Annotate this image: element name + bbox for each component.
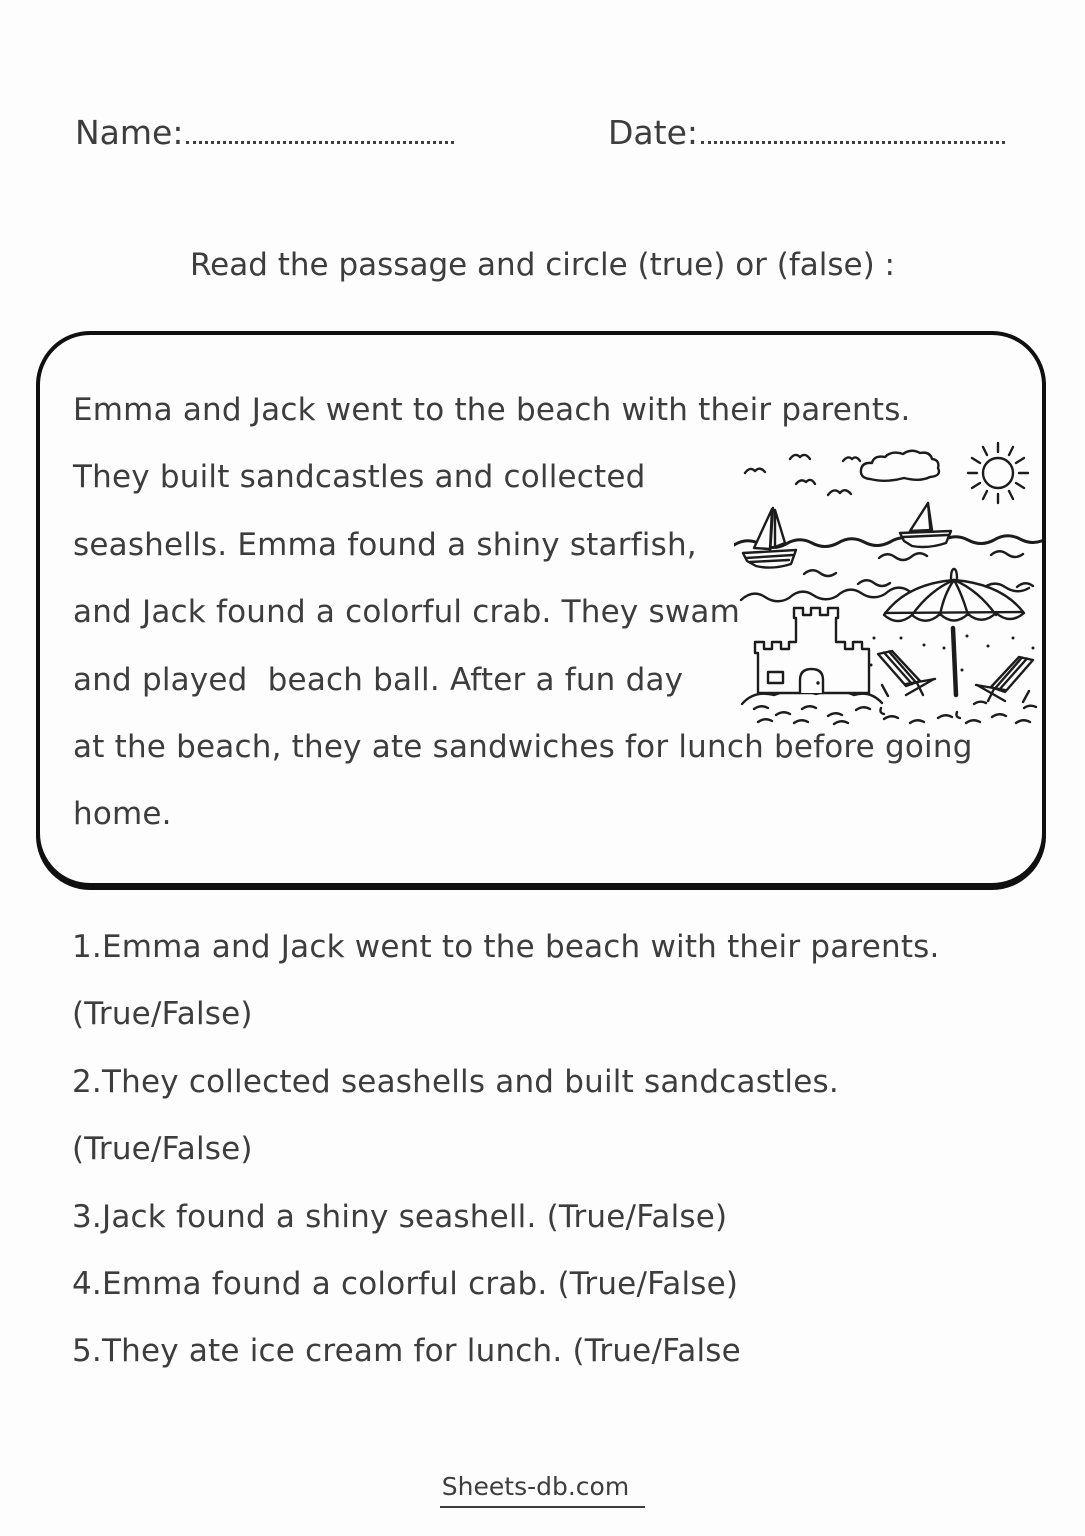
true-false-options: (True/False)	[72, 1131, 253, 1168]
name-label: Name:	[75, 113, 184, 152]
question-text: 1.Emma and Jack went to the beach with their parents.	[72, 929, 940, 965]
passage-box	[36, 331, 1046, 887]
footer-site-link[interactable]: Sheets-db.com	[440, 1472, 645, 1508]
question-text: 2.They collected seashells and built sandcastles.	[72, 1063, 839, 1100]
question-2	[72, 1049, 1057, 1184]
date-label: Date:	[608, 113, 698, 152]
passage-line: and played beach ball. After a fun day	[73, 661, 684, 698]
date-field	[608, 112, 1005, 154]
passage-line: home.	[73, 796, 172, 833]
passage-line: and Jack found a colorful crab. They swam	[73, 594, 741, 631]
name-blank-line	[186, 137, 454, 144]
footer	[0, 1472, 1085, 1508]
question-text: 4.Emma found a colorful crab. (True/False)	[72, 1266, 739, 1303]
beach-scene-illustration	[734, 432, 1042, 730]
question-text: 3.Jack found a shiny seashell. (True/False)	[72, 1198, 728, 1235]
questions-list	[72, 914, 1057, 1386]
sailboat-right-icon	[900, 503, 951, 547]
question-3	[72, 1184, 1057, 1251]
sandcastle-icon	[755, 608, 869, 693]
question-1	[72, 914, 1057, 1049]
sun-icon	[968, 443, 1028, 503]
passage-line: at the beach, they ate sandwiches for lunch before going	[73, 729, 973, 766]
sand-texture	[754, 702, 1036, 724]
true-false-options: (True/False)	[72, 996, 253, 1033]
name-field	[75, 112, 454, 154]
beach-chair-left-icon	[878, 651, 935, 696]
sailboat-left-icon	[743, 508, 796, 568]
beach-chair-right-icon	[976, 657, 1033, 702]
question-text: 5.They ate ice cream for lunch. (True/False	[72, 1333, 741, 1370]
question-4	[72, 1251, 1057, 1318]
question-5	[72, 1318, 1057, 1385]
passage-line: Emma and Jack went to the beach with their parents.	[73, 392, 911, 428]
date-blank-line	[701, 137, 1005, 144]
passage-line: seashells. Emma found a shiny starfish,	[73, 526, 697, 563]
birds-icon	[745, 455, 860, 495]
passage-line: They built sandcastles and collected	[73, 459, 646, 496]
instruction-text: Read the passage and circle (true) or (false) :	[190, 247, 895, 283]
cloud-icon	[861, 451, 939, 481]
